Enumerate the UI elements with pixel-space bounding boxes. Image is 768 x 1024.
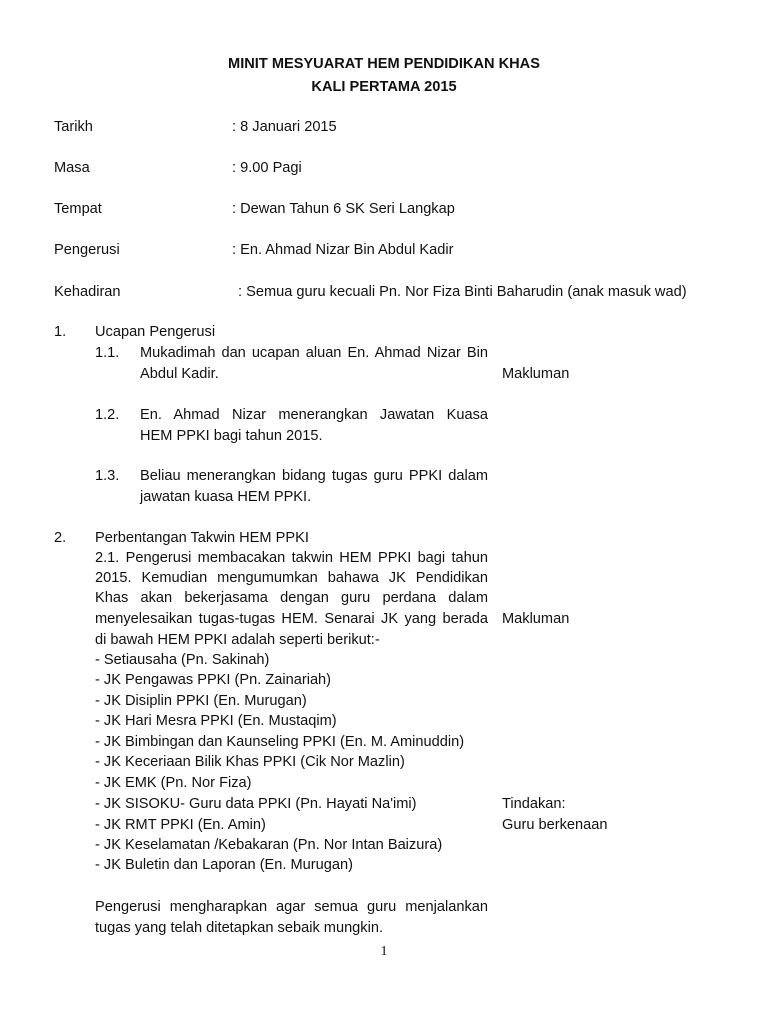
list-item: - Setiausaha (Pn. Sakinah) bbox=[95, 652, 270, 668]
remark-makluman-1: Makluman bbox=[502, 366, 570, 382]
item-1-3-line-2: jawatan kuasa HEM PPKI. bbox=[140, 489, 312, 505]
item-1-2-line-1: En. Ahmad Nizar menerangkan Jawatan Kuasa bbox=[140, 407, 488, 423]
item-1-3-line-1: Beliau menerangkan bidang tugas guru PPKI dalam bbox=[140, 468, 488, 484]
info-label-pengerusi: Pengerusi bbox=[54, 242, 120, 258]
item-1-2-number: 1.2. bbox=[95, 407, 120, 423]
document-subtitle: KALI PERTAMA 2015 bbox=[311, 79, 457, 95]
info-label-tempat: Tempat bbox=[54, 201, 102, 217]
para-line-3: Khas akan bekerjasama dengan guru perdana dalam bbox=[95, 590, 488, 606]
section-2-number: 2. bbox=[54, 530, 67, 546]
item-1-1-number: 1.1. bbox=[95, 345, 120, 361]
closing-line-1: Pengerusi mengharapkan agar semua guru menjalankan bbox=[95, 899, 488, 915]
item-1-1-line-1: Mukadimah dan ucapan aluan En. Ahmad Nizar Bin bbox=[140, 345, 488, 361]
info-value-masa: : 9.00 Pagi bbox=[232, 160, 302, 176]
page-number: 1 bbox=[380, 944, 388, 959]
remark-tindakan: Tindakan: bbox=[502, 796, 566, 812]
remark-makluman-2: Makluman bbox=[502, 611, 570, 627]
info-value-tempat: : Dewan Tahun 6 SK Seri Langkap bbox=[232, 201, 455, 217]
item-1-3-number: 1.3. bbox=[95, 468, 120, 484]
info-label-masa: Masa bbox=[54, 160, 90, 176]
section-1-number: 1. bbox=[54, 324, 67, 340]
list-item: - JK Buletin dan Laporan (En. Murugan) bbox=[95, 857, 353, 873]
info-value-tarikh: : 8 Januari 2015 bbox=[232, 119, 337, 135]
info-label-tarikh: Tarikh bbox=[54, 119, 93, 135]
section-2-heading: Perbentangan Takwin HEM PPKI bbox=[95, 530, 309, 546]
list-item: - JK Pengawas PPKI (Pn. Zainariah) bbox=[95, 672, 332, 688]
document-title: MINIT MESYUARAT HEM PENDIDIKAN KHAS bbox=[228, 56, 540, 72]
list-item: - JK EMK (Pn. Nor Fiza) bbox=[95, 775, 252, 791]
para-line-2: 2015. Kemudian mengumumkan bahawa JK Pendidikan bbox=[95, 570, 488, 586]
list-item: - JK Keceriaan Bilik Khas PPKI (Cik Nor Mazlin) bbox=[95, 754, 405, 770]
section-1-heading: Ucapan Pengerusi bbox=[95, 324, 216, 340]
para-line-1: 2.1. Pengerusi membacakan takwin HEM PPKI bagi tahun bbox=[95, 550, 488, 566]
item-1-1-line-2: Abdul Kadir. bbox=[140, 366, 219, 382]
list-item: - JK RMT PPKI (En. Amin) bbox=[95, 817, 266, 833]
info-label-kehadiran: Kehadiran bbox=[54, 284, 121, 300]
list-item: - JK Disiplin PPKI (En. Murugan) bbox=[95, 693, 307, 709]
info-value-kehadiran: : Semua guru kecuali Pn. Nor Fiza Binti Baharudin (anak masuk wad) bbox=[238, 284, 687, 300]
para-line-4: menyelesaikan tugas-tugas HEM. Senarai JK yang berada bbox=[95, 611, 488, 627]
list-item: - JK Hari Mesra PPKI (En. Mustaqim) bbox=[95, 713, 337, 729]
remark-guru-berkenaan: Guru berkenaan bbox=[502, 817, 608, 833]
list-item: - JK Bimbingan dan Kaunseling PPKI (En. M. Aminuddin) bbox=[95, 734, 465, 750]
para-line-5: di bawah HEM PPKI adalah seperti berikut:- bbox=[95, 632, 380, 648]
closing-line-2: tugas yang telah ditetapkan sebaik mungkin. bbox=[95, 920, 384, 936]
info-value-pengerusi: : En. Ahmad Nizar Bin Abdul Kadir bbox=[232, 242, 454, 258]
list-item: - JK SISOKU- Guru data PPKI (Pn. Hayati Na'imi) bbox=[95, 796, 417, 812]
item-1-2-line-2: HEM PPKI bagi tahun 2015. bbox=[140, 428, 323, 444]
list-item: - JK Keselamatan /Kebakaran (Pn. Nor Intan Baizura) bbox=[95, 837, 443, 853]
